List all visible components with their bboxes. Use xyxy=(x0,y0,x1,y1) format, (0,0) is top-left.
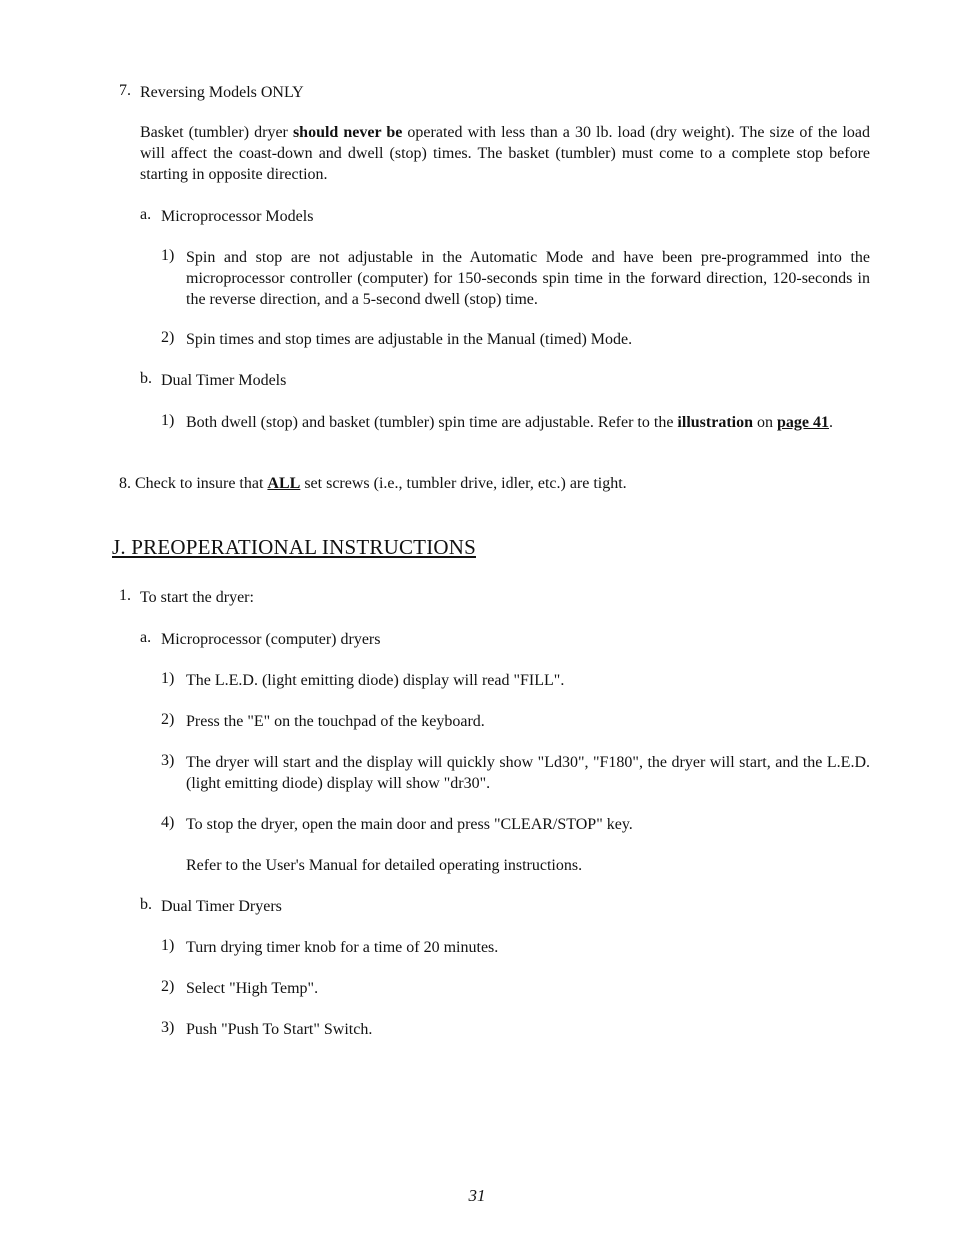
j1a3-number: 3) xyxy=(161,752,175,769)
item-7-number: 7. xyxy=(119,82,131,99)
item-7-paragraph-bold: should never be xyxy=(292,124,403,141)
j1b3-number: 3) xyxy=(161,1019,175,1036)
item-7b1-bold: illustration xyxy=(677,414,753,431)
j1a2-text: Press the "E" on the touchpad of the keyboard. xyxy=(186,713,485,730)
j1-number: 1. xyxy=(119,587,131,604)
item-8-text xyxy=(119,473,870,494)
item-8-bold: ALL xyxy=(267,475,301,492)
j1-text: To start the dryer: xyxy=(140,589,254,606)
item-7a1-number: 1) xyxy=(161,247,175,264)
item-7a1-text: Spin and stop are not adjustable in the Automatic Mode and have been pre-programmed into the microprocessor controller (computer) for 150-seconds spin time in the forward direction, 120-seconds in the reverse direction, and a 5-second dwell (stop) time. xyxy=(186,249,870,308)
item-7a2-number: 2) xyxy=(161,329,175,346)
item-7b1-number: 1) xyxy=(161,412,175,429)
item-7b-letter: b. xyxy=(140,370,152,387)
j1a-letter: a. xyxy=(140,629,152,646)
page-number: 31 xyxy=(468,1186,486,1205)
j1a1-number: 1) xyxy=(161,670,175,687)
j1a2-number: 2) xyxy=(161,711,175,728)
j1b-title: Dual Timer Dryers xyxy=(161,898,282,915)
j1a4-note: Refer to the User's Manual for detailed operating instructions. xyxy=(186,857,583,874)
item-7-title: Reversing Models ONLY xyxy=(140,84,304,101)
item-7b1-text xyxy=(186,412,870,433)
j1b3-text: Push "Push To Start" Switch. xyxy=(186,1021,373,1038)
item-7-paragraph xyxy=(140,122,870,185)
j1a1-text: The L.E.D. (light emitting diode) display will read "FILL". xyxy=(186,672,565,689)
section-heading: J. PREOPERATIONAL INSTRUCTIONS xyxy=(112,535,476,559)
j1b-letter: b. xyxy=(140,896,152,913)
j1a3-text: The dryer will start and the display will quickly show "Ld30", "F180", the dryer will start, and the L.E.D. (light emitting diode) display will show "dr30". xyxy=(186,754,870,792)
item-8-pre: 8. Check to insure that xyxy=(119,475,268,492)
item-7b1-pre: Both dwell (stop) and basket (tumbler) spin time are adjustable. Refer to the xyxy=(186,414,678,431)
item-7a2-text: Spin times and stop times are adjustable in the Manual (timed) Mode. xyxy=(186,331,633,348)
j1a4-text: To stop the dryer, open the main door and press "CLEAR/STOP" key. xyxy=(186,816,633,833)
page-reference-link[interactable]: page 41 xyxy=(776,414,829,431)
j1b2-number: 2) xyxy=(161,978,175,995)
item-8-post: set screws (i.e., tumbler drive, idler, etc.) are tight. xyxy=(300,475,627,492)
item-7b1-mid: on xyxy=(752,414,777,431)
item-7b-title: Dual Timer Models xyxy=(161,372,287,389)
j1a4-number: 4) xyxy=(161,814,175,831)
item-7a-title: Microprocessor Models xyxy=(161,208,314,225)
item-7-paragraph-pre: Basket (tumbler) dryer xyxy=(140,124,293,141)
item-7-paragraph-post: operated with less than a 30 lb. load (dry weight). The size of the load will affect the coast-down and dwell (stop) times. The basket (tumbler) must come to a complete stop before starting in opposite direction. xyxy=(140,124,870,183)
j1b1-number: 1) xyxy=(161,937,175,954)
item-7b1-post: . xyxy=(828,414,833,431)
j1b2-text: Select "High Temp". xyxy=(186,980,319,997)
j1a-title: Microprocessor (computer) dryers xyxy=(161,631,381,648)
item-7a-letter: a. xyxy=(140,206,152,223)
j1b1-text: Turn drying timer knob for a time of 20 minutes. xyxy=(186,939,499,956)
